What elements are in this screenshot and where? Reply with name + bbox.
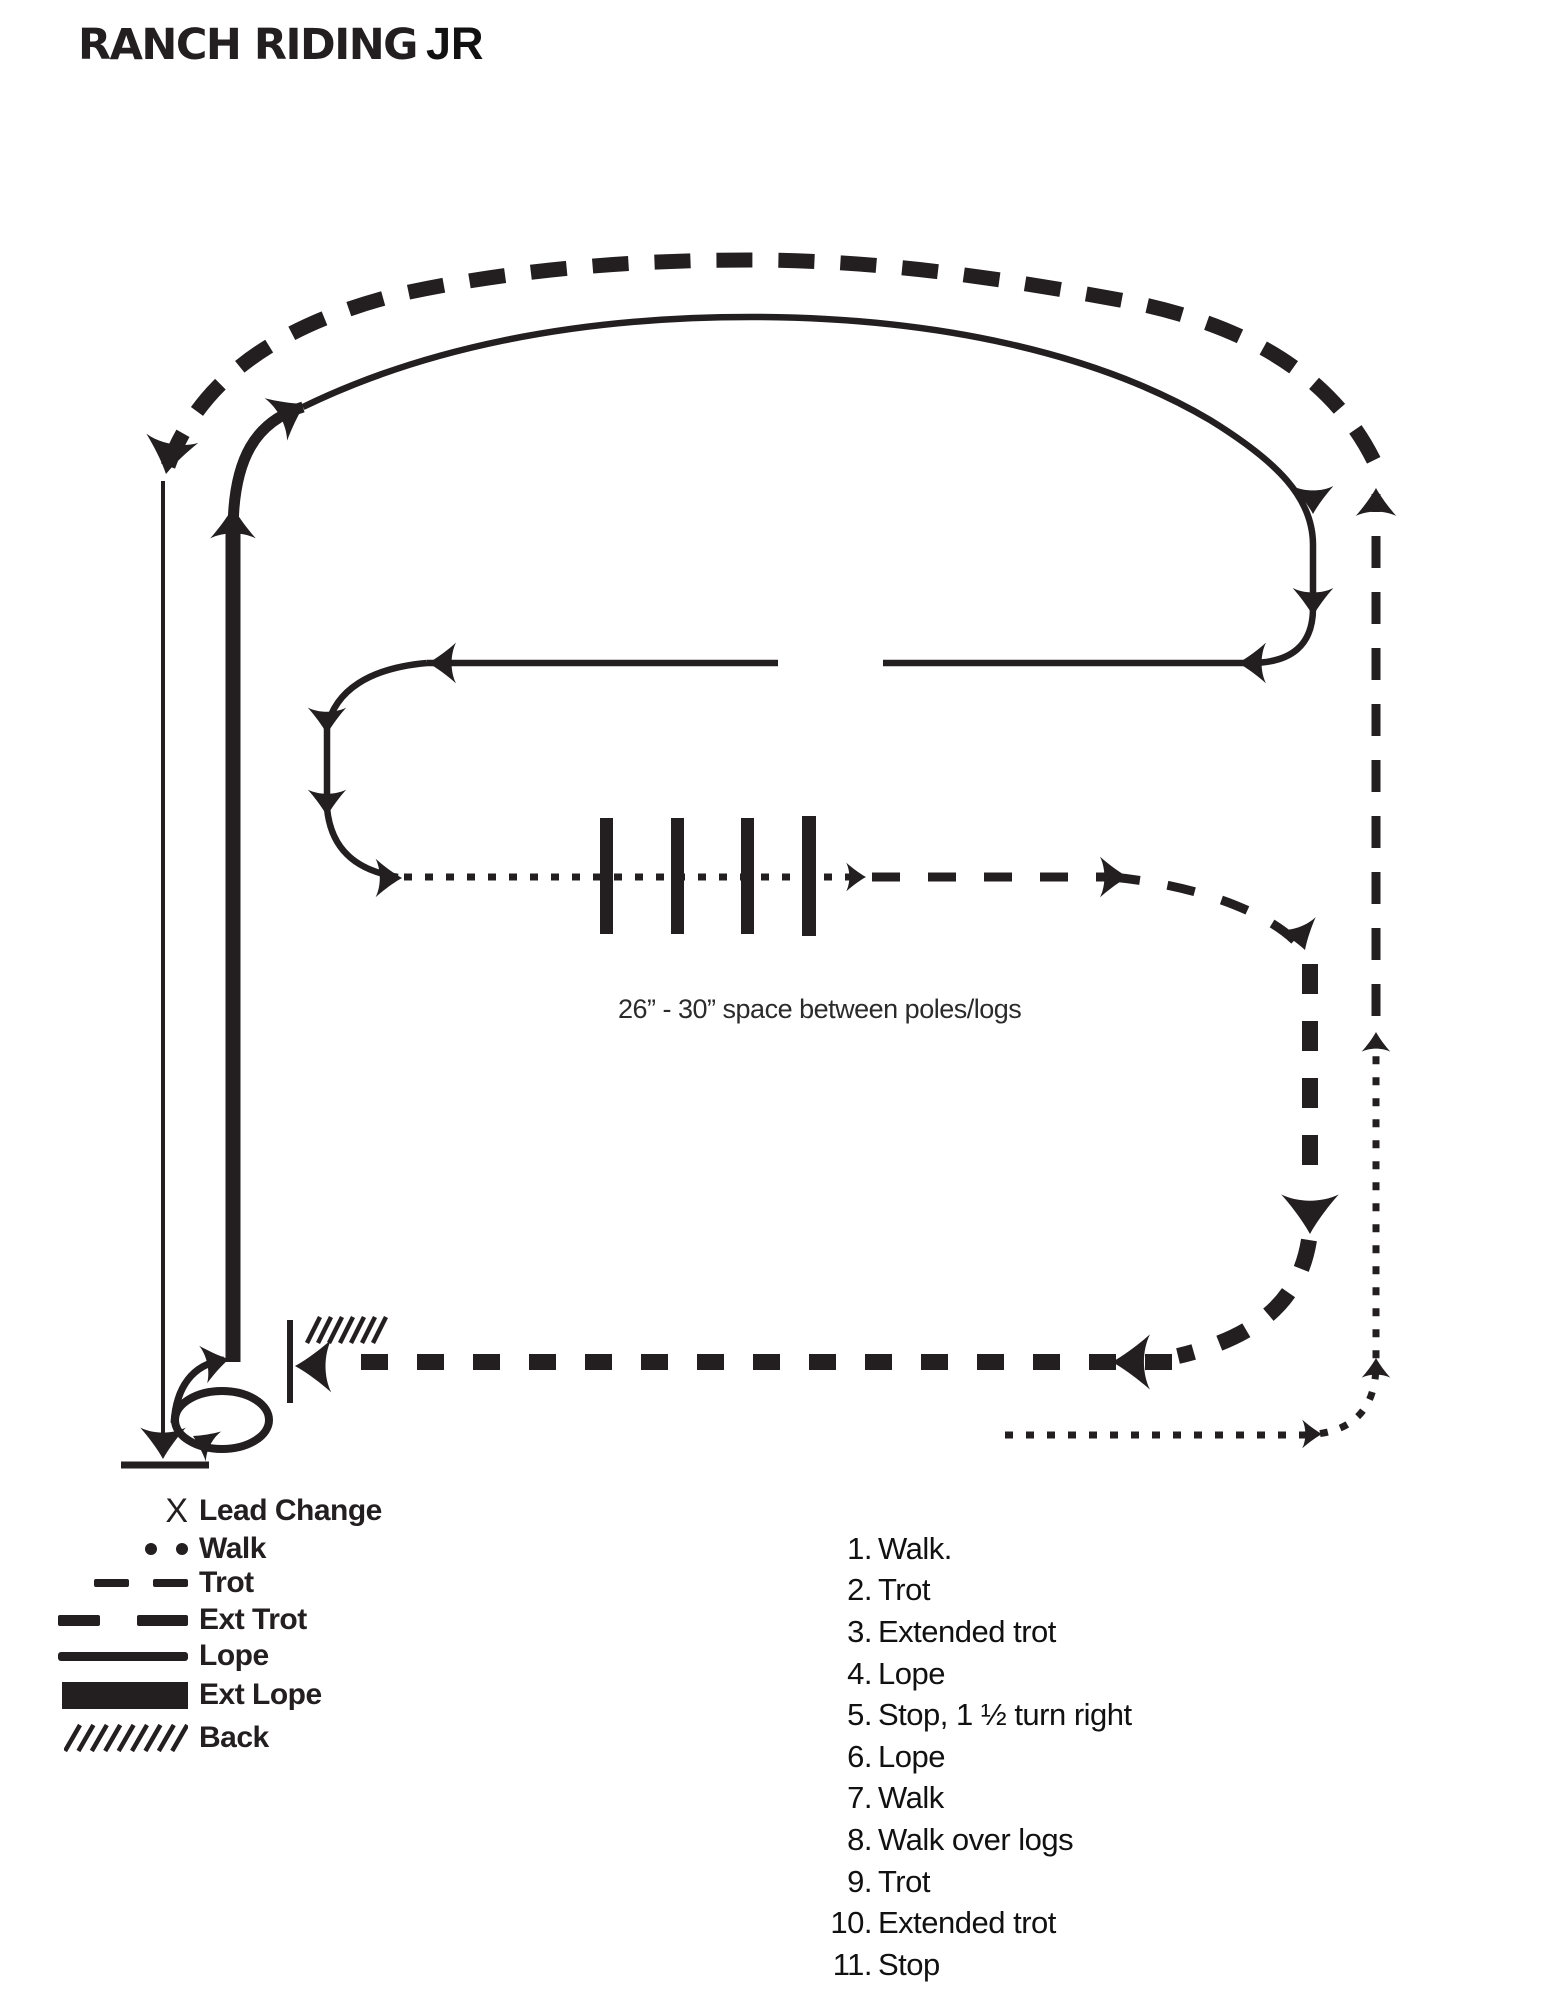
arrow-walk7-right [376,859,402,897]
maneuver-list [660,1528,1132,1986]
trot-dashed-line-icon [58,1579,188,1587]
maneuver-item: 7. Walk [847,1780,944,1816]
legend-row-ext-lope [58,1676,322,1714]
pole-2 [671,818,684,934]
arrow-exttrot10-down [1281,1194,1339,1234]
lope-6-uturn [327,663,427,877]
ext-trot-10-corner [1178,1240,1309,1356]
turn-circle [175,1391,269,1449]
maneuver-item: 2. Trot [847,1572,930,1608]
title-main: RANCH RIDING [78,20,417,70]
walk-dotted-line-icon [58,1543,188,1555]
title-suffix: JR [425,18,484,69]
legend-label: Trot [199,1566,254,1599]
pole-3 [741,818,754,934]
maneuver-item: 10. Extended trot [830,1905,1056,1941]
arrow-exttrot10-left [1112,1334,1150,1389]
back-marks [307,1317,386,1343]
maneuver-item: 3. Extended trot [847,1613,1056,1649]
trot-9-curve [1112,877,1300,946]
legend-row-back [58,1719,269,1757]
arrow-end-left [295,1340,331,1393]
maneuver-item: 1. Walk. [847,1530,952,1566]
legend-row-ext-trot [58,1601,307,1639]
arrow-lope6-curve [265,383,317,441]
direction-arrows [140,383,1396,1462]
legend-row-walk [58,1530,266,1568]
lead-change-x-icon: X [165,1492,188,1530]
arrow-walk1-up-high [1362,1032,1391,1052]
maneuver-item: 5. Stop, 1 ½ turn right [847,1697,1132,1733]
legend-label: Back [199,1721,269,1754]
legend-label: Ext Trot [199,1603,307,1636]
legend-label: Walk [199,1532,266,1565]
maneuver-item: 9. Trot [847,1863,930,1899]
ext-trot-heavy-dashed-line-icon [58,1615,188,1626]
walk-1-path [1005,1038,1376,1435]
arrow-uturn-down1 [308,708,346,734]
pole-4 [802,816,816,936]
lope-solid-line-icon [58,1652,188,1661]
back-hash-marks-icon [58,1724,188,1752]
pole-1 [600,818,613,934]
maneuver-item: 8. Walk over logs [847,1821,1074,1857]
legend-row-lead-change [58,1492,382,1530]
ext-trot-3-path [168,260,1376,466]
legend-label: Lead Change [199,1494,382,1527]
poles-spacing-note: 26” - 30” space between poles/logs [618,994,1022,1024]
legend-row-trot [58,1564,254,1602]
maneuver-item: 11. Stop [832,1946,940,1982]
lope-6-top-path [303,317,1313,663]
legend-label: Lope [199,1639,269,1672]
legend-row-lope [58,1637,269,1675]
maneuver-item: 4. Lope [847,1655,945,1691]
legend-label: Ext Lope [199,1678,322,1711]
ext-lope-thick-line-icon [58,1682,188,1709]
arrow-exttrot3-down [140,434,198,479]
maneuver-item: 6. Lope [847,1738,945,1774]
